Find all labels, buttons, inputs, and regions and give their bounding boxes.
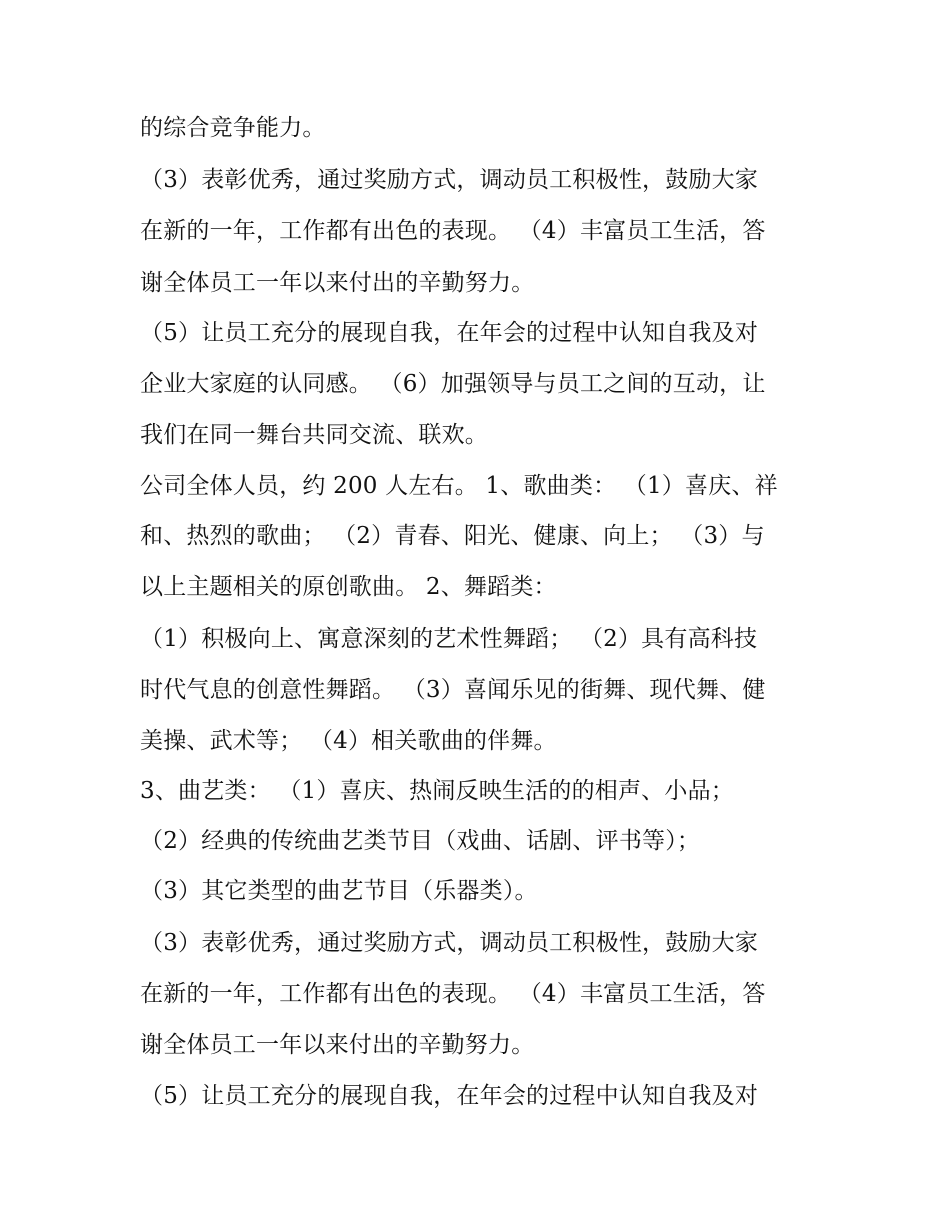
text-line: 谢全体员工一年以来付出的辛勤努力。 xyxy=(140,1032,535,1058)
text-line: 美操、武术等； （4）相关歌曲的伴舞。 xyxy=(140,728,557,754)
text-line: 公司全体人员，约 200 人左右。 1、歌曲类： （1）喜庆、祥 xyxy=(140,473,778,499)
text-line: 在新的一年，工作都有出色的表现。 （4）丰富员工生活，答 xyxy=(140,218,766,244)
text-line: 以上主题相关的原创歌曲。 2、舞蹈类： xyxy=(140,574,557,600)
text-line: 3、曲艺类： （1）喜庆、热闹反映生活的的相声、小品； xyxy=(140,778,734,804)
text-line: （5）让员工充分的展现自我，在年会的过程中认知自我及对 xyxy=(140,320,759,346)
text-line: 谢全体员工一年以来付出的辛勤努力。 xyxy=(140,270,535,296)
text-line: 企业大家庭的认同感。 （6）加强领导与员工之间的互动，让 xyxy=(140,371,766,397)
text-line: （3）其它类型的曲艺节目（乐器类）。 xyxy=(140,878,538,904)
text-line: 我们在同一舞台共同交流、联欢。 xyxy=(140,422,488,448)
text-line: （2）经典的传统曲艺类节目（戏曲、话剧、评书等）； xyxy=(140,828,701,854)
text-line: （3）表彰优秀，通过奖励方式，调动员工积极性，鼓励大家 xyxy=(140,167,759,193)
text-line: 的综合竞争能力。 xyxy=(140,115,326,141)
text-line: （3）表彰优秀，通过奖励方式，调动员工积极性，鼓励大家 xyxy=(140,930,759,956)
text-line: （1）积极向上、寓意深刻的艺术性舞蹈； （2）具有高科技 xyxy=(140,626,758,652)
text-line: （5）让员工充分的展现自我，在年会的过程中认知自我及对 xyxy=(140,1083,759,1109)
text-line: 时代气息的创意性舞蹈。 （3）喜闻乐见的街舞、现代舞、健 xyxy=(140,677,766,703)
text-line: 在新的一年，工作都有出色的表现。 （4）丰富员工生活，答 xyxy=(140,981,766,1007)
text-line: 和、热烈的歌曲； （2）青春、阳光、健康、向上； （3）与 xyxy=(140,523,765,549)
